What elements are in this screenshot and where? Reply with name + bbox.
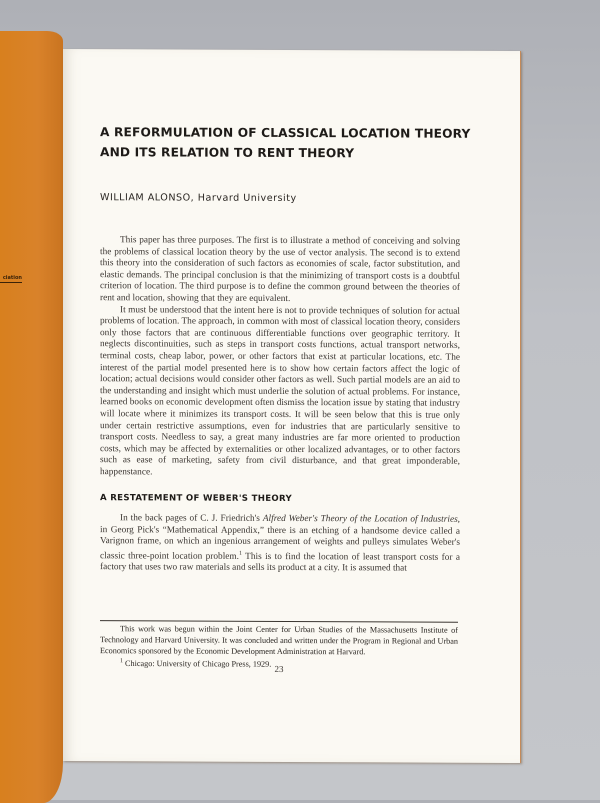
section-heading: A RESTATEMENT OF WEBER'S THEORY [100,493,292,504]
paragraph: It must be understood that the intent here is not to provide techniques of solution for actual problems of location. The approach, in common with most of classical location theory, considers only those factors that are continuous differentiable functions over geographic territory. It neglects discontinuities, such as steps in transport costs functions, actual transport networks, terminal costs, cheap labor, power, or other factors that exist at particular locations, etc. The interest of the partial model presented here is to show how certain factors affect the logic of location; actual decisions would consider other factors as well. Such partial models are an aid to the understanding and insight which must underlie the solution of actual problems. For instance, learned books on economic development often dismiss the location issue by stating that industry will locate where it minimizes its transport costs. It will be seen below that this is true only under certain restrictive assumptions, even for industries that are particularly sensitive to transport costs. Needless to say, a great many industries are far more oriented to production costs, which may be affected by externalities or other localized advantages, or to other factors such as ease of marketing, safety from civil disturbance, and that great imponderable, happenstance. [100,304,460,478]
text-run: In the back pages of C. J. Friedrich's [120,513,263,524]
book-title-italic: Alfred Weber's Theory of the Location of Industries, [262,513,461,525]
page-content [100,49,471,674]
page-number: 23 [274,663,284,674]
text-run: This is to find the location of least transport costs for a factory that uses two raw materials and sells its product at a city. It is assumed that [100,551,460,574]
cover-spine-text: ciation [0,275,22,283]
section-body [100,513,460,576]
book-page [63,49,521,763]
paragraph [100,513,460,576]
paragraph: This paper has three purposes. The first is to illustrate a method of conceiving and solving the problems of classical location theory by the use of vector analysis. The second is to extend this theory into the consideration of such factors as economies of scale, factor substitution, and elastic demands. The principal conclusion is that the minimizing of transport costs is a doubtful criterion of location. The third purpose is to define the common ground between the theories of rent and location, showing that they are equivalent. [100,235,460,304]
author-line: WILLIAM ALONSO, Harvard University [100,192,297,205]
footnote-marker: 1 [120,658,123,665]
footnote-text: Chicago: University of Chicago Press, 1929. [125,659,272,670]
footnote-reference: 1 [238,550,242,557]
title-line-2: AND ITS RELATION TO RENT THEORY [100,145,355,161]
introduction-body [100,235,460,480]
text-run: in Georg Pick's “Mathematical Appendix,” there is an etching of a handsome device called a Varignon frame, on which an ingenious arrangement of weights and pulleys simulates Weber's classic three-point location problem. [100,524,460,562]
book-cover [0,31,63,803]
article-title [100,122,480,164]
footnote-divider [100,620,458,623]
footnote: This work was begun within the Joint Center for Urban Studies of the Massachusetts Institute of Technology and Harvard University. It was concluded and written under the Program in Regional and Urban Economics sponsored by the Economic Development Administration at Harvard. [100,624,458,656]
title-line-1: A REFORMULATION OF CLASSICAL LOCATION THEORY [100,125,471,141]
